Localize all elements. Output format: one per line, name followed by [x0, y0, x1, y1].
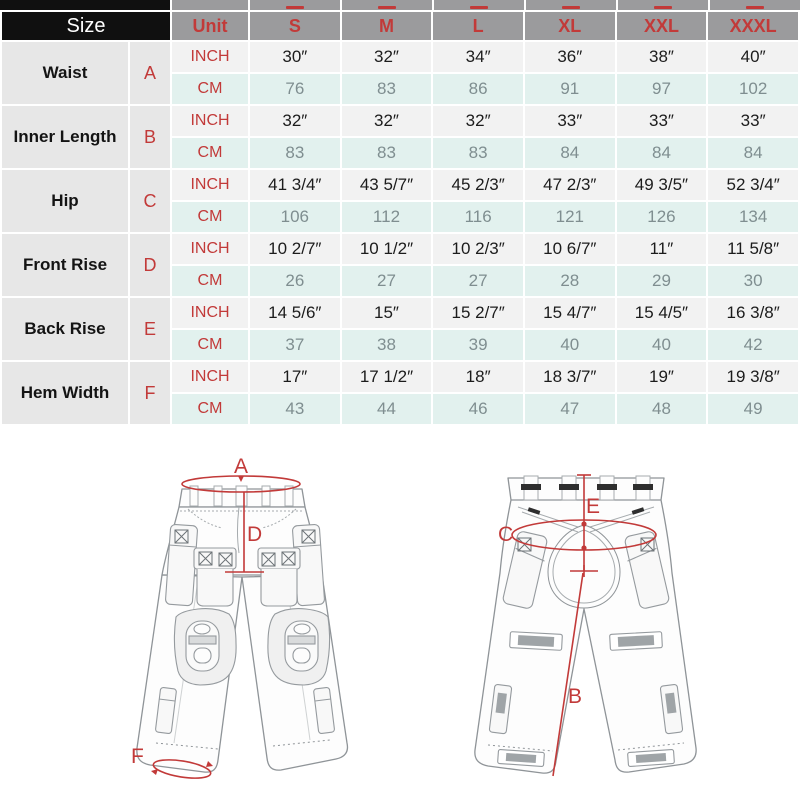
cm-value: 47 — [525, 394, 615, 424]
row-label-front-rise: Front Rise — [2, 234, 128, 296]
row-label-back-rise: Back Rise — [2, 298, 128, 360]
inch-value: 32″ — [342, 106, 432, 136]
row-letter: F — [130, 362, 170, 424]
unit-cm: CM — [172, 74, 248, 104]
unit-cm: CM — [172, 202, 248, 232]
row-label-waist: Waist — [2, 42, 128, 104]
inch-value: 40″ — [708, 42, 798, 72]
inch-value: 10 2/3″ — [433, 234, 523, 264]
cm-value: 76 — [250, 74, 340, 104]
cm-value: 44 — [342, 394, 432, 424]
inch-value: 32″ — [433, 106, 523, 136]
cm-value: 84 — [617, 138, 707, 168]
size-col-m: M — [342, 12, 432, 40]
inch-value: 45 2/3″ — [433, 170, 523, 200]
front-waist-label: A — [233, 455, 249, 478]
inch-value: 15 2/7″ — [433, 298, 523, 328]
inch-value: 49 3/5″ — [617, 170, 707, 200]
unit-inch: INCH — [172, 42, 248, 72]
cropped-unit-cell — [172, 0, 248, 10]
cm-value: 40 — [617, 330, 707, 360]
inch-value: 32″ — [342, 42, 432, 72]
cm-value: 27 — [342, 266, 432, 296]
table-row — [2, 42, 798, 72]
size-col-xxxl: XXXL — [708, 12, 798, 40]
cm-value: 48 — [617, 394, 707, 424]
unit-cm: CM — [172, 138, 248, 168]
cm-value: 37 — [250, 330, 340, 360]
inch-value: 33″ — [708, 106, 798, 136]
size-col-xl: XL — [525, 12, 615, 40]
front-hem-label: F — [131, 745, 144, 768]
inch-value: 10 2/7″ — [250, 234, 340, 264]
inch-value: 41 3/4″ — [250, 170, 340, 200]
inch-value: 11 5/8″ — [708, 234, 798, 264]
inch-value: 36″ — [525, 42, 615, 72]
row-label-hip: Hip — [2, 170, 128, 232]
inch-value: 47 2/3″ — [525, 170, 615, 200]
unit-cm: CM — [172, 266, 248, 296]
size-table — [0, 10, 800, 426]
row-letter: D — [130, 234, 170, 296]
cropped-row-strip — [0, 0, 800, 10]
front-rise-label: D — [247, 523, 263, 546]
cm-value: 40 — [525, 330, 615, 360]
back-inner-length-label: B — [568, 685, 583, 708]
inch-value: 32″ — [250, 106, 340, 136]
cm-value: 116 — [433, 202, 523, 232]
cm-value: 91 — [525, 74, 615, 104]
cm-value: 83 — [250, 138, 340, 168]
inch-value: 10 1/2″ — [342, 234, 432, 264]
cm-value: 102 — [708, 74, 798, 104]
table-row — [2, 170, 798, 200]
cm-value: 49 — [708, 394, 798, 424]
arrow-icon — [151, 769, 158, 775]
cm-value: 83 — [342, 138, 432, 168]
inch-value: 43 5/7″ — [342, 170, 432, 200]
cm-value: 43 — [250, 394, 340, 424]
inch-value: 30″ — [250, 42, 340, 72]
inch-value: 14 5/6″ — [250, 298, 340, 328]
unit-inch: INCH — [172, 362, 248, 392]
pants-back-view-drawing — [458, 445, 738, 800]
row-label-hem-width: Hem Width — [2, 362, 128, 424]
cm-value: 106 — [250, 202, 340, 232]
cm-value: 29 — [617, 266, 707, 296]
cm-value: 97 — [617, 74, 707, 104]
row-letter: E — [130, 298, 170, 360]
cm-value: 38 — [342, 330, 432, 360]
cm-value: 28 — [525, 266, 615, 296]
unit-header-cell: Unit — [172, 12, 248, 40]
cm-value: 30 — [708, 266, 798, 296]
inch-value: 52 3/4″ — [708, 170, 798, 200]
row-letter: B — [130, 106, 170, 168]
inch-value: 15″ — [342, 298, 432, 328]
pants-front-view-drawing — [118, 445, 398, 800]
unit-cm: CM — [172, 330, 248, 360]
inch-value: 17″ — [250, 362, 340, 392]
cm-value: 39 — [433, 330, 523, 360]
table-row — [2, 106, 798, 136]
inch-value: 16 3/8″ — [708, 298, 798, 328]
cm-value: 83 — [342, 74, 432, 104]
unit-inch: INCH — [172, 298, 248, 328]
inch-value: 33″ — [617, 106, 707, 136]
cm-value: 46 — [433, 394, 523, 424]
cm-value: 134 — [708, 202, 798, 232]
size-col-s: S — [250, 12, 340, 40]
inch-value: 10 6/7″ — [525, 234, 615, 264]
inch-value: 33″ — [525, 106, 615, 136]
cm-value: 86 — [433, 74, 523, 104]
back-hip-label: C — [498, 523, 514, 546]
cropped-size-cell — [0, 0, 170, 10]
inch-value: 18 3/7″ — [525, 362, 615, 392]
cm-value: 112 — [342, 202, 432, 232]
cm-value: 42 — [708, 330, 798, 360]
unit-inch: INCH — [172, 234, 248, 264]
inch-value: 15 4/5″ — [617, 298, 707, 328]
size-col-l: L — [433, 12, 523, 40]
cm-value: 83 — [433, 138, 523, 168]
cm-value: 26 — [250, 266, 340, 296]
size-header-cell: Size — [2, 12, 170, 40]
row-letter: C — [130, 170, 170, 232]
inch-value: 18″ — [433, 362, 523, 392]
table-row — [2, 362, 798, 392]
unit-inch: INCH — [172, 170, 248, 200]
inch-value: 15 4/7″ — [525, 298, 615, 328]
cm-value: 126 — [617, 202, 707, 232]
cm-value: 121 — [525, 202, 615, 232]
cm-value: 27 — [433, 266, 523, 296]
inch-value: 38″ — [617, 42, 707, 72]
unit-inch: INCH — [172, 106, 248, 136]
inch-value: 19 3/8″ — [708, 362, 798, 392]
table-row — [2, 298, 798, 328]
header-row — [2, 12, 798, 40]
cm-value: 84 — [525, 138, 615, 168]
inch-value: 11″ — [617, 234, 707, 264]
back-rise-label: E — [586, 495, 601, 518]
cm-value: 84 — [708, 138, 798, 168]
row-letter: A — [130, 42, 170, 104]
inch-value: 17 1/2″ — [342, 362, 432, 392]
row-label-inner-length: Inner Length — [2, 106, 128, 168]
table-row — [2, 234, 798, 264]
unit-cm: CM — [172, 394, 248, 424]
inch-value: 19″ — [617, 362, 707, 392]
inch-value: 34″ — [433, 42, 523, 72]
size-col-xxl: XXL — [617, 12, 707, 40]
